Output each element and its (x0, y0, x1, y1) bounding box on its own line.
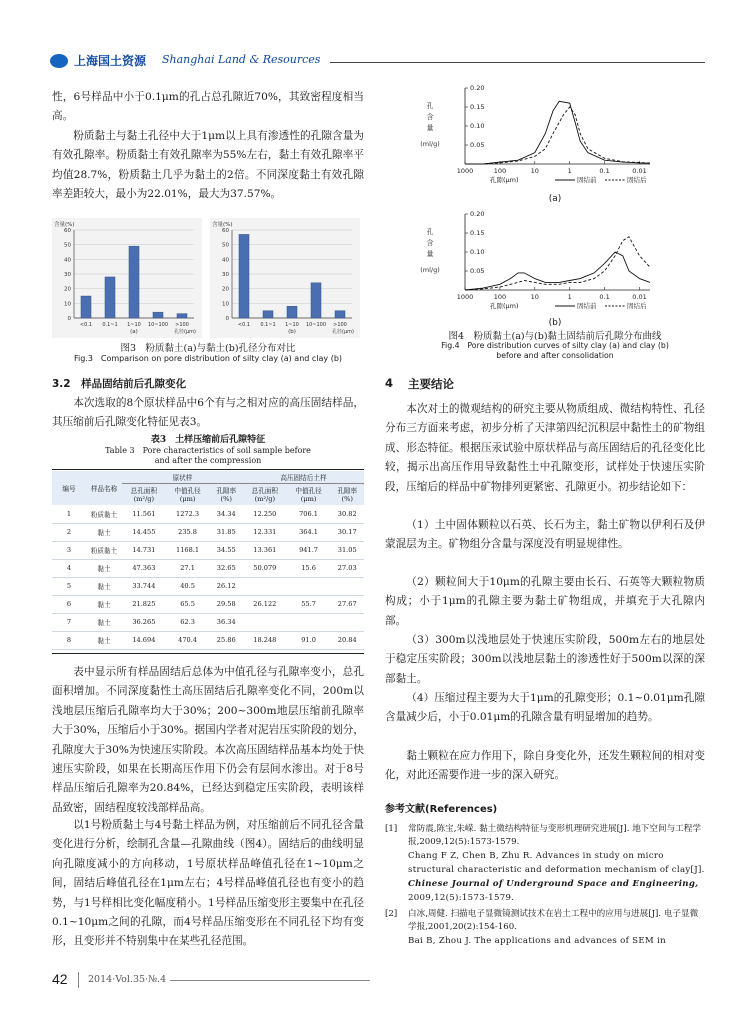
fig3b-ytick-label: 40 (222, 257, 229, 264)
fig4a-line-chart (400, 82, 710, 192)
table-row (52, 631, 364, 649)
table-cell: 55.7 (301, 600, 316, 608)
table-cell: 706.1 (299, 509, 318, 518)
fig3b-ytick-label: 20 (222, 286, 229, 293)
fig3b-title: (b) (288, 329, 296, 335)
table3-head-median-before: 中值孔径 (μm) (166, 483, 210, 505)
table-cell (243, 613, 287, 631)
fig3b-xtick-label: 0.1~1 (260, 322, 276, 328)
fig4a-series-after (465, 107, 650, 164)
table-cell: 235.8 (178, 528, 198, 536)
right-paragraph-6: 黏土颗粒在应力作用下，除自身变化外，还发生颗粒间的相对变化，对此还需要作进一步的深入研究。 (385, 750, 705, 782)
fig4b-ytick-label: 0.15 (470, 229, 485, 237)
fig3b-bar (239, 234, 249, 318)
table-cell: 3 (66, 546, 72, 554)
footer-rule (170, 980, 370, 981)
fig3-caption-en: Fig.3 Comparison on pore distribution of silty clay (a) and clay (b) (73, 354, 343, 363)
section-4-number: 4 (385, 376, 394, 390)
table-cell: 364.1 (299, 528, 318, 536)
ref-1-num: [1] (385, 824, 398, 834)
fig3a-ylabel: 含量(%) (54, 222, 75, 228)
figure-4b (400, 208, 710, 318)
fig4b-ylabel-char: 量 (426, 250, 434, 258)
table-cell: 34.55 (216, 546, 236, 554)
journal-title-cn: 上海国土资源 (74, 54, 147, 68)
table-cell (287, 577, 331, 595)
table-cell: 30.17 (337, 528, 357, 536)
table-row (52, 559, 364, 577)
table-cell: 1168.1 (176, 546, 200, 554)
ref-1-en-3: Chinese Journal of Underground Space and Engineering, (408, 879, 699, 889)
fig3b-ytick-label: 60 (222, 228, 229, 234)
header-rule (330, 62, 705, 63)
table-cell: 4 (66, 564, 72, 572)
table-cell: 32.65 (216, 564, 236, 572)
fig4b-xtick-label: 0.1 (599, 293, 610, 301)
table-row (52, 541, 364, 559)
fig4a-ylabel-char: 孔 (426, 102, 434, 110)
fig3a-bar (153, 312, 163, 318)
fig4a-xtick-label: 0.01 (632, 167, 647, 175)
table-cell: 27.67 (337, 600, 357, 608)
table-cell: 黏土 (97, 601, 111, 609)
fig3a-bar (105, 277, 115, 318)
fig4-label-b: (b) (548, 318, 562, 328)
table-cell: 33.744 (132, 582, 156, 590)
fig4b-series-before (465, 252, 650, 290)
fig4a-ylabel-char: 含 (426, 113, 434, 121)
table-cell: 26.12 (216, 582, 236, 590)
fig4-caption-en-1: Fig.4 Pore distribution curves of silty clay (a) and clay (b) (441, 341, 669, 350)
fig4b-ytick-label: 0.05 (470, 267, 485, 275)
fig4a-series-before (465, 101, 650, 164)
left-paragraph-3: 本次选取的8个原状样品中6个有与之相对应的高压固结样品，其压缩前后孔隙变化特征见表3。 (52, 397, 364, 429)
table3-head-porosity-before: 孔隙率 (%) (209, 483, 243, 505)
table-cell: 34.34 (216, 509, 236, 518)
table-cell: 47.363 (132, 564, 156, 572)
table3-group-after: 高压固结后土样 (243, 471, 364, 483)
fig3a-xtick-label: 1~10 (127, 322, 141, 328)
fig3b-bar (335, 311, 345, 318)
fig3a-xtick-label: <0.1 (79, 322, 93, 328)
fig4-caption-en (400, 341, 710, 361)
table-cell: 25.86 (216, 636, 236, 644)
fig4-caption-cn: 图4 粉质黏土(a)与(b)黏土固结前后孔隙分布曲线 (448, 331, 662, 342)
table3-col-id: 编号 (52, 471, 86, 505)
table-cell: 7 (66, 618, 72, 626)
fig4b-line-chart (400, 208, 710, 318)
fig3b-ytick-label: 0 (225, 316, 229, 322)
right-paragraph-5: （4）压缩过程主要为大于1μm的孔隙变形；0.1~0.01μm孔隙含量减少后，小于0.01μm的孔隙含量有明显增加的趋势。 (385, 692, 705, 724)
table3-title-cn: 表3 土样压缩前后孔隙特征 (150, 435, 266, 445)
fig4-label-a: (a) (548, 194, 562, 204)
fig4a-legend-after: 固结后 (627, 176, 647, 184)
table-row (52, 523, 364, 541)
fig3b-xtick-label: 10~100 (305, 322, 327, 328)
table-cell: 13.361 (253, 546, 277, 554)
table-cell: 5 (66, 582, 72, 590)
fig3a-bar-chart (52, 218, 202, 338)
fig3a-ytick-label: 0 (67, 316, 71, 322)
table-cell: 31.05 (337, 546, 357, 554)
table-cell: 470.4 (178, 636, 198, 644)
table-cell: 18.248 (253, 636, 277, 644)
table3-bottom-rule (52, 653, 364, 654)
ref-1-cn: 常防震,陈宝,朱嵘. 黏土微结构特征与变形机理研究进展[J]. 地下空间与工程学报,2009,12(5):1573-1579. (408, 824, 701, 848)
table3-col-name: 样品名称 (86, 471, 122, 505)
right-paragraph-3: （2）颗粒间大于10μm的孔隙主要由长石、石英等大颗粒物质构成；小于1μm的孔隙主要为黏土矿物组成，并填充于大孔隙内部。 (385, 576, 705, 627)
ref-2-en-1: Bai B, Zhou J. The applications and advances of SEM in (408, 936, 666, 946)
table-cell: 粉质黏土 (90, 547, 118, 555)
table-cell: 1272.3 (176, 509, 200, 518)
fig3b-xunit: 孔径(μm) (332, 329, 354, 335)
fig4a-ytick-label: 0.05 (470, 141, 485, 149)
fig3a-xtick-label: >100 (175, 322, 189, 328)
table-cell: 黏土 (97, 619, 111, 627)
fig3a-xtick-label: 10~100 (147, 322, 169, 328)
table-cell: 2 (66, 528, 72, 536)
fig4a-ytick-label: 0.15 (470, 103, 485, 111)
table-cell: 6 (66, 600, 72, 608)
fig4b-xtick-label: 100 (493, 293, 507, 301)
table-cell: 12.250 (253, 509, 277, 518)
table-cell (243, 577, 287, 595)
ref-2-cn: 白冰,周健. 扫描电子显微镜测试技术在岩土工程中的应用与进展[J]. 电子显微学报,2001,20(2):154-160. (408, 909, 699, 933)
table-cell: 11.561 (132, 509, 156, 518)
fig3a-bar (129, 246, 139, 318)
table-cell: 26.122 (253, 600, 277, 608)
table-cell: 91.0 (301, 636, 316, 644)
fig3a-title: (a) (130, 329, 138, 335)
table-cell: 粉质黏土 (90, 510, 118, 519)
ref-1-en-2: structural characteristic and deformation mechanism of clay[J]. (408, 865, 705, 875)
fig4b-ytick-label: 0.10 (470, 248, 485, 256)
fig4-caption-en-2: before and after consolidation (496, 351, 614, 360)
fig3b-bar (287, 306, 297, 318)
fig3b-ylabel: 含量(%) (212, 222, 233, 228)
table-cell: 黏土 (97, 565, 111, 573)
table-row (52, 613, 364, 631)
fig4b-legend-after: 固结后 (627, 302, 647, 310)
fig3b-bar (263, 311, 273, 318)
table-row (52, 505, 364, 523)
fig4a-ytick-label: 0.20 (470, 84, 485, 92)
section-3-2-title: 3.2 样品固结前后孔隙变化 (52, 378, 187, 390)
table-row (52, 595, 364, 613)
table3-head-porosity-after: 孔隙率 (%) (330, 483, 364, 505)
fig3a-ytick-label: 10 (64, 301, 71, 308)
footer-divider (78, 972, 79, 988)
page-number: 42 (52, 971, 68, 987)
fig3a-ytick-label: 30 (64, 272, 71, 278)
table-cell (330, 613, 364, 631)
fig4a-ytick-label: 0.10 (470, 122, 485, 130)
ref-2-num: [2] (385, 909, 398, 919)
figure-3 (52, 218, 362, 338)
left-paragraph-5: 以1号粉质黏土与4号黏土样品为例，对压缩前后不同孔径含量变化进行分析，绘制孔含量—孔隙曲线（图4）。固结后的曲线明显向孔隙度减小的方向移动，1号原状样品峰值孔径在1~10μm之间，固结后峰值孔径在1μm左右；4号样品峰值孔径也有变小的趋势，与1号样相比变化幅度稍小。1号样品压缩变形主要集中在孔径0.1~10μm之间的孔隙，而4号样品压缩变形在不同孔径下均有变形，且变形并不特别集中在某些孔径范围。 (52, 819, 364, 948)
fig4a-legend-before: 固结前 (577, 176, 597, 184)
fig4b-xtick-label: 0.01 (632, 293, 647, 301)
fig3a-bar (81, 296, 91, 318)
fig4a-xtick-label: 100 (493, 167, 507, 175)
table-cell: 27.03 (337, 564, 357, 572)
fig4b-xtick-label: 1 (567, 293, 572, 301)
table-row (52, 577, 364, 595)
table-cell: 50.079 (253, 564, 277, 572)
table-cell: 黏土 (97, 529, 111, 537)
fig4a-xtick-label: 0.1 (599, 167, 610, 175)
right-paragraph-1: 本次对土的微观结构的研究主要从物质组成、微结构特性、孔径分布三方面来考虑，初步分析了天津第四纪沉积层中黏性土的矿物组成、形态特征。根据压汞试验中原状样品与高压固结后的孔径变化比较，揭示出高压作用导致黏性土中孔隙变形，试样处于快速压实阶段，压缩后的样品中矿物排列更紧密、孔隙更小。初步结论如下： (385, 403, 705, 493)
right-paragraph-2: （1）土中固体颗粒以石英、长石为主，黏土矿物以伊利石及伊蒙混层为主。矿物组分含量与深度没有明显规律性。 (385, 519, 705, 551)
table-cell: 14.694 (132, 636, 156, 644)
fig4a-xtick-label: 10 (530, 167, 539, 175)
table3-title-en-1: Table 3 Pore characteristics of soil sample before (105, 446, 311, 455)
table-cell: 12.331 (253, 528, 277, 536)
fig3b-ytick-label: 50 (222, 242, 229, 249)
table-cell: 941.7 (299, 546, 318, 554)
table-cell: 36.34 (216, 618, 236, 626)
fig3b-xtick-label: >100 (333, 322, 347, 328)
ref-1-en-4: 2009,12(5):1573-1579. (408, 893, 515, 903)
fig4b-xlabel: 孔隙(μm) (490, 302, 519, 310)
table-cell: 36.265 (132, 618, 156, 626)
fig4a-xtick-label: 1000 (456, 167, 474, 175)
fig4b-legend-before: 固结前 (577, 302, 597, 310)
fig4a-xlabel: 孔隙(μm) (490, 176, 519, 184)
fig4b-ylabel-char: 含 (426, 239, 434, 247)
table-cell: 8 (66, 636, 72, 644)
fig3b-ytick-label: 10 (222, 301, 229, 308)
table-cell: 21.825 (132, 600, 156, 608)
table-cell: 20.84 (337, 636, 357, 644)
fig3a-bar (177, 314, 187, 318)
fig3a-ytick-label: 20 (64, 286, 71, 293)
references-title: 参考文献(References) (385, 804, 498, 815)
section-4-title: 主要结论 (408, 377, 454, 391)
journal-logo-icon (50, 54, 68, 68)
table-cell: 黏土 (97, 637, 111, 645)
fig3b-ytick-label: 30 (222, 272, 229, 278)
table-cell: 30.82 (337, 509, 357, 518)
table3 (52, 471, 364, 650)
left-paragraph-4: 表中显示所有样品固结后总体为中值孔径与孔隙率变小，总孔面积增加。不同深度黏性土高压固结后孔隙率变化不同，200m以浅地层压缩后孔隙率均大于30%；200~300m地层压缩前孔隙率大于30%，压缩后小于30%。据国内学者对泥岩压实阶段的划分，孔隙度大于30%为快速压实阶段。本次高压固结样品基本均处于快速压实阶段，如果在长期高压作用下仍会有层间水渗出。对于8号样品压缩后孔隙率为20.84%，已经达到稳定压实阶段，表明该样品致密，固结程度较浅部样品高。 (52, 666, 364, 814)
ref-1-en-1: Chang F Z, Chen B, Zhu R. Advances in study on micro (408, 851, 664, 861)
table3-head-area-after: 总孔面积 (m²/g) (243, 483, 287, 505)
table-cell: 14.455 (132, 528, 156, 536)
fig4b-xtick-label: 1000 (456, 293, 474, 301)
table-cell: 1 (66, 509, 72, 518)
table-cell: 40.5 (180, 582, 195, 590)
footer-issue: 2014·Vol.35·№.4 (88, 974, 167, 985)
fig3b-xtick-label: 1~10 (285, 322, 299, 328)
table3-title-en-2: and after the compression (154, 456, 262, 465)
table3-title-en (52, 446, 364, 466)
fig3a-ytick-label: 50 (64, 242, 71, 249)
fig4a-xtick-label: 1 (567, 167, 572, 175)
fig3a-xunit: 孔径(μm) (174, 329, 196, 335)
left-paragraph-2: 粉质黏土与黏土孔径中大于1μm以上具有渗透性的孔隙含量为有效孔隙率。粉质黏土有效孔隙率为55%左右，黏土有效孔隙率平均值28.7%，粉质黏土几乎为黏土的2倍。不同深度黏土有效孔隙率差距较大，最小为22.01%，最大为37.57%。 (52, 130, 364, 201)
table-cell: 65.5 (180, 600, 195, 608)
fig3-caption-cn: 图3 粉质黏土(a)与黏土(b)孔径分布对比 (120, 343, 296, 354)
fig4a-ylabel-char: 量 (426, 124, 434, 132)
left-paragraph-1: 性，6号样品中小于0.1μm的孔占总孔隙近70%，其致密程度相当高。 (52, 91, 364, 123)
table-cell (287, 613, 331, 631)
table-cell: 27.1 (180, 564, 195, 572)
fig4a-ylabel-unit: (ml/g) (420, 140, 440, 148)
table-cell: 62.3 (180, 618, 195, 626)
fig3a-ytick-label: 40 (64, 257, 71, 264)
table-cell: 黏土 (97, 583, 111, 591)
fig3b-xtick-label: <0.1 (237, 322, 251, 328)
fig4b-ylabel-char: 孔 (426, 228, 434, 236)
fig3a-ytick-label: 60 (64, 228, 71, 234)
table-cell: 31.85 (216, 528, 236, 536)
table3-group-before: 原状样 (122, 471, 243, 483)
figure-4a (400, 82, 710, 192)
journal-title-en: Shanghai Land & Resources (162, 53, 321, 66)
fig3b-bar-chart (210, 218, 360, 338)
table-cell (330, 577, 364, 595)
table3-head-median-after: 中值孔径 (μm) (287, 483, 331, 505)
fig4b-ytick-label: 0.20 (470, 210, 485, 218)
table-cell: 15.6 (301, 564, 316, 572)
fig3b-bar (311, 283, 321, 318)
fig3a-xtick-label: 0.1~1 (102, 322, 118, 328)
table3-head-area-before: 总孔面积 (m²/g) (122, 483, 166, 505)
fig4b-xtick-label: 10 (530, 293, 539, 301)
right-paragraph-4: （3）300m以浅地层处于快速压实阶段，500m左右的地层处于稳定压实阶段；300m以浅地层黏土的渗透性好于500m以深的深部黏土。 (385, 634, 705, 685)
table-cell: 14.731 (132, 546, 156, 554)
fig4b-ylabel-unit: (ml/g) (420, 266, 440, 274)
table-cell: 29.58 (216, 600, 236, 608)
